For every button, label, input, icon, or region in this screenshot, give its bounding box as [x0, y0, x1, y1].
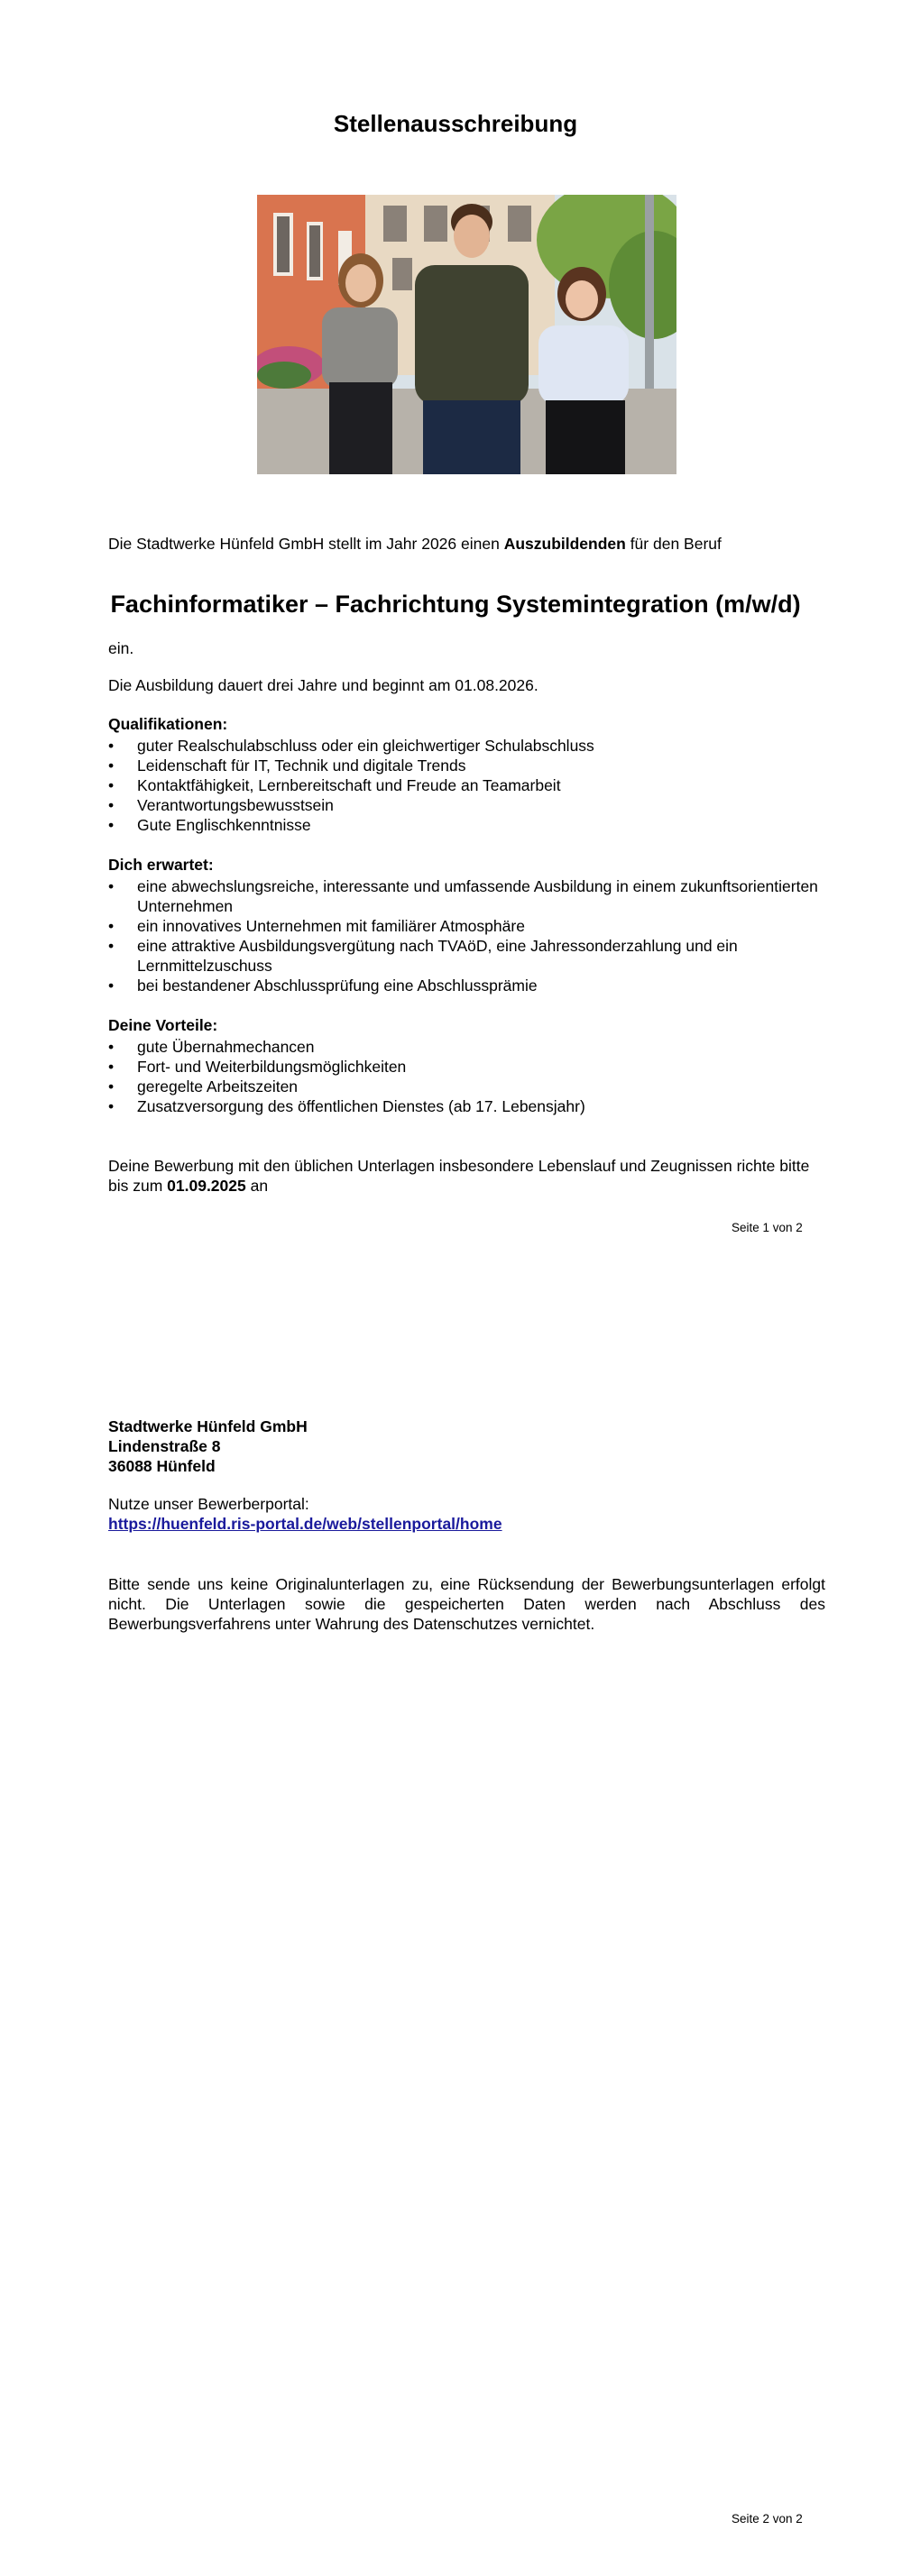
- company-city: 36088 Hünfeld: [108, 1457, 216, 1475]
- qualifications-list: [108, 736, 825, 835]
- list-item: • Leidenschaft für IT, Technik und digitale Trends: [108, 756, 825, 775]
- list-item: • bei bestandener Abschlussprüfung eine Abschlussprämie: [108, 976, 825, 995]
- benefits-heading: Deine Vorteile:: [108, 1016, 218, 1034]
- list-item: • Kontaktfähigkeit, Lernbereitschaft und Freude an Teamarbeit: [108, 775, 825, 795]
- team-photo-image: [257, 195, 676, 474]
- portal-link[interactable]: https://huenfeld.ris-portal.de/web/stellenportal/home: [108, 1515, 502, 1533]
- team-photo: [257, 195, 676, 474]
- list-item: • eine abwechslungsreiche, interessante und umfassende Ausbildung in einem zukunftsorientierten Unternehmen: [108, 876, 825, 916]
- duration-text: Die Ausbildung dauert drei Jahre und beginnt am 01.08.2026.: [108, 676, 538, 694]
- ein-text: ein.: [108, 639, 134, 657]
- company-street: Lindenstraße 8: [108, 1437, 221, 1455]
- list-item: • Verantwortungsbewusstsein: [108, 795, 825, 815]
- expectations-section: [108, 855, 825, 995]
- closing-text-start: Deine Bewerbung mit den üblichen Unterlagen insbesondere Lebenslauf und Zeugnissen richte bitte bis zum: [108, 1157, 810, 1195]
- list-item: • guter Realschulabschluss oder ein gleichwertiger Schulabschluss: [108, 736, 825, 756]
- intro-text-bold: Auszubildenden: [503, 535, 626, 553]
- company-address: [108, 1416, 308, 1476]
- list-item: • Fort- und Weiterbildungsmöglichkeiten: [108, 1057, 825, 1077]
- list-item: • eine attraktive Ausbildungsvergütung nach TVAöD, eine Jahressonderzahlung und ein Lernmittelzuschuss: [108, 936, 825, 976]
- benefits-list: [108, 1037, 825, 1116]
- intro-text: [108, 534, 825, 554]
- disclaimer-text: Bitte sende uns keine Originalunterlagen zu, eine Rücksendung der Bewerbungsunterlagen erfolgt nicht. Die Unterlagen sowie die gespeicherten Daten werden nach Abschluss des Bewerbungsverfahrens unter Wahrung des Datenschutzes vernichtet.: [108, 1575, 825, 1633]
- deadline-date: 01.09.2025: [167, 1177, 246, 1195]
- company-name: Stadtwerke Hünfeld GmbH: [108, 1417, 308, 1435]
- page-title: Stellenausschreibung: [333, 110, 578, 137]
- page-number: Seite 2 von 2: [732, 2512, 803, 2526]
- closing-text-end: an: [245, 1177, 269, 1195]
- qualifications-section: [108, 714, 825, 835]
- job-title: Fachinformatiker – Fachrichtung Systemintegration (m/w/d): [110, 591, 801, 618]
- page-number: Seite 1 von 2: [732, 1221, 803, 1234]
- list-item: • ein innovatives Unternehmen mit familiärer Atmosphäre: [108, 916, 825, 936]
- closing-text: [108, 1156, 825, 1196]
- intro-text-start: Die Stadtwerke Hünfeld GmbH stellt im Jahr 2026 einen: [108, 535, 504, 553]
- portal-label: Nutze unser Bewerberportal:: [108, 1495, 309, 1513]
- list-item: • Zusatzversorgung des öffentlichen Dienstes (ab 17. Lebensjahr): [108, 1096, 825, 1116]
- intro-text-end: für den Beruf: [625, 535, 722, 553]
- list-item: • Gute Englischkenntnisse: [108, 815, 825, 835]
- expectations-list: [108, 876, 825, 995]
- expectations-heading: Dich erwartet:: [108, 856, 214, 874]
- benefits-section: [108, 1015, 825, 1116]
- list-item: • gute Übernahmechancen: [108, 1037, 825, 1057]
- qualifications-heading: Qualifikationen:: [108, 715, 228, 733]
- list-item: • geregelte Arbeitszeiten: [108, 1077, 825, 1096]
- page-2: [0, 1294, 911, 2576]
